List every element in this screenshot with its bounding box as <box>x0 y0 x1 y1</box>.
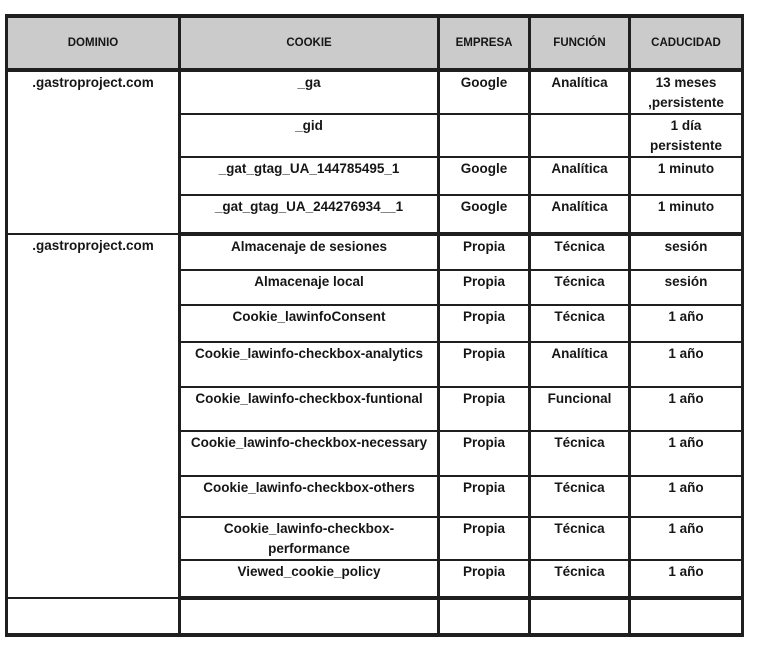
cookie-name-cell: Cookie_lawinfoConsent <box>180 305 439 342</box>
empresa-cell: Google <box>439 70 530 114</box>
cookie-name-cell: Almacenaje de sesiones <box>180 234 439 270</box>
empresa-cell <box>439 598 530 635</box>
table-row <box>7 234 743 270</box>
domain-cell: .gastroproject.com <box>7 234 180 598</box>
funcion-cell: Funcional <box>530 387 630 431</box>
cookie-name-cell: _ga <box>180 70 439 114</box>
funcion-cell <box>530 598 630 635</box>
cookie-name-cell: _gat_gtag_UA_244276934__1 <box>180 195 439 234</box>
column-header-dominio: DOMINIO <box>7 16 180 70</box>
empresa-cell: Propia <box>439 476 530 517</box>
funcion-cell: Analítica <box>530 342 630 387</box>
funcion-cell: Analítica <box>530 70 630 114</box>
empresa-cell: Propia <box>439 517 530 560</box>
domain-cell <box>7 598 180 635</box>
funcion-cell: Técnica <box>530 234 630 270</box>
cookie-name-cell <box>180 598 439 635</box>
column-header-empresa: EMPRESA <box>439 16 530 70</box>
cookie-name-cell: Cookie_lawinfo-checkbox-funtional <box>180 387 439 431</box>
cookie-name-cell: Cookie_lawinfo-checkbox-others <box>180 476 439 517</box>
cookie-name-cell: _gid <box>180 114 439 157</box>
caducidad-cell: 1 año <box>630 342 743 387</box>
header-row <box>7 16 743 70</box>
funcion-cell: Técnica <box>530 431 630 476</box>
cookie-table <box>5 14 744 637</box>
empresa-cell: Google <box>439 157 530 195</box>
caducidad-cell: 1 año <box>630 305 743 342</box>
empresa-cell: Propia <box>439 387 530 431</box>
caducidad-cell: 1 minuto <box>630 157 743 195</box>
cookie-name-cell: _gat_gtag_UA_144785495_1 <box>180 157 439 195</box>
cookie-name-cell: Cookie_lawinfo-checkbox-necessary <box>180 431 439 476</box>
caducidad-cell: 1 año <box>630 476 743 517</box>
caducidad-cell: 1 minuto <box>630 195 743 234</box>
funcion-cell: Técnica <box>530 270 630 305</box>
caducidad-cell: sesión <box>630 234 743 270</box>
empresa-cell <box>439 114 530 157</box>
caducidad-cell <box>630 598 743 635</box>
empresa-cell: Google <box>439 195 530 234</box>
domain-cell: .gastroproject.com <box>7 70 180 234</box>
funcion-cell: Técnica <box>530 560 630 598</box>
funcion-cell: Técnica <box>530 517 630 560</box>
cookie-name-cell: Cookie_lawinfo-checkbox-analytics <box>180 342 439 387</box>
funcion-cell: Técnica <box>530 476 630 517</box>
cookie-name-cell: Almacenaje local <box>180 270 439 305</box>
empresa-cell: Propia <box>439 270 530 305</box>
empresa-cell: Propia <box>439 234 530 270</box>
table-row <box>7 70 743 114</box>
column-header-funcion: FUNCIÓN <box>530 16 630 70</box>
empresa-cell: Propia <box>439 305 530 342</box>
funcion-cell: Analítica <box>530 195 630 234</box>
cookie-name-cell: Viewed_cookie_policy <box>180 560 439 598</box>
cookie-name-cell: Cookie_lawinfo-checkbox-performance <box>180 517 439 560</box>
empresa-cell: Propia <box>439 342 530 387</box>
column-header-cookie: COOKIE <box>180 16 439 70</box>
caducidad-cell: 13 meses ,persistente <box>630 70 743 114</box>
column-header-caducidad: CADUCIDAD <box>630 16 743 70</box>
funcion-cell: Técnica <box>530 305 630 342</box>
caducidad-cell: 1 día persistente <box>630 114 743 157</box>
empresa-cell: Propia <box>439 431 530 476</box>
funcion-cell: Analítica <box>530 157 630 195</box>
caducidad-cell: 1 año <box>630 517 743 560</box>
funcion-cell <box>530 114 630 157</box>
caducidad-cell: 1 año <box>630 560 743 598</box>
table-row <box>7 598 743 635</box>
caducidad-cell: 1 año <box>630 387 743 431</box>
caducidad-cell: 1 año <box>630 431 743 476</box>
empresa-cell: Propia <box>439 560 530 598</box>
caducidad-cell: sesión <box>630 270 743 305</box>
